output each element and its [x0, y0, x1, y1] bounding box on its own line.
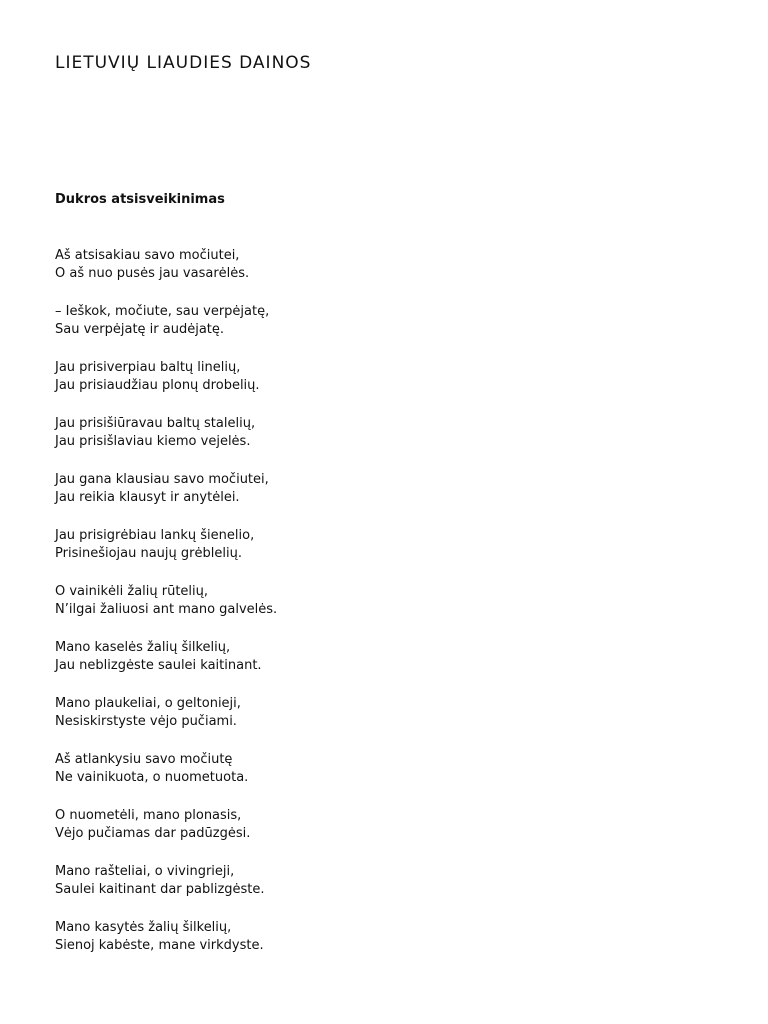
poem-line: N’ilgai žaliuosi ant mano galvelės.: [55, 602, 278, 617]
poem-line: – Ieškok, močiute, sau verpėjatę,: [55, 304, 270, 319]
stanza: [55, 415, 277, 471]
stanza: [55, 471, 277, 527]
poem-line: Mano plaukeliai, o geltonieji,: [55, 696, 241, 711]
poem-line: Mano kasytės žalių šilkelių,: [55, 920, 232, 935]
book-title: LIETUVIŲ LIAUDIES DAINOS: [55, 53, 312, 73]
stanza: [55, 751, 277, 807]
poem-line: Aš atsisakiau savo močiutei,: [55, 248, 240, 263]
poem-line: Aš atlankysiu savo močiutę: [55, 752, 233, 767]
poem-line: Jau prisigrėbiau lankų šienelio,: [55, 528, 255, 543]
stanza: [55, 247, 277, 303]
stanza: [55, 695, 277, 751]
poem-line: Ne vainikuota, o nuometuota.: [55, 770, 249, 785]
poem-line: O aš nuo pusės jau vasarėlės.: [55, 266, 250, 281]
poem-line: Jau prisiverpiau baltų linelių,: [55, 360, 241, 375]
poem-line: Nesiskirstyste vėjo pučiami.: [55, 714, 237, 729]
stanza: [55, 583, 277, 639]
poem-line: Prisinešiojau naujų grėblelių.: [55, 546, 242, 561]
poem-line: O nuometėli, mano plonasis,: [55, 808, 242, 823]
poem-line: O vainikėli žalių rūtelių,: [55, 584, 209, 599]
poem-line: Mano kaselės žalių šilkelių,: [55, 640, 231, 655]
poem-line: Jau neblizgėste saulei kaitinant.: [55, 658, 262, 673]
stanza: [55, 527, 277, 583]
stanza: [55, 303, 277, 359]
poem-line: Jau prisiaudžiau plonų drobelių.: [55, 378, 260, 393]
poem-line: Jau prisišiūravau baltų stalelių,: [55, 416, 256, 431]
poem-line: Jau gana klausiau savo močiutei,: [55, 472, 269, 487]
poem-line: Jau prisišlaviau kiemo vejelės.: [55, 434, 251, 449]
stanza: [55, 863, 277, 919]
poem-title: Dukros atsisveikinimas: [55, 192, 225, 207]
stanza: [55, 359, 277, 415]
poem-line: Sau verpėjatę ir audėjatę.: [55, 322, 225, 337]
poem-line: Sienoj kabėste, mane virkdyste.: [55, 938, 264, 953]
poem-line: Mano rašteliai, o vivingrieji,: [55, 864, 235, 879]
stanza: [55, 919, 277, 975]
poem-line: Jau reikia klausyt ir anytėlei.: [55, 490, 240, 505]
poem-line: Vėjo pučiamas dar padūzgėsi.: [55, 826, 251, 841]
poem-body: [55, 247, 277, 975]
stanza: [55, 807, 277, 863]
poem-line: Saulei kaitinant dar pablizgėste.: [55, 882, 265, 897]
stanza: [55, 639, 277, 695]
